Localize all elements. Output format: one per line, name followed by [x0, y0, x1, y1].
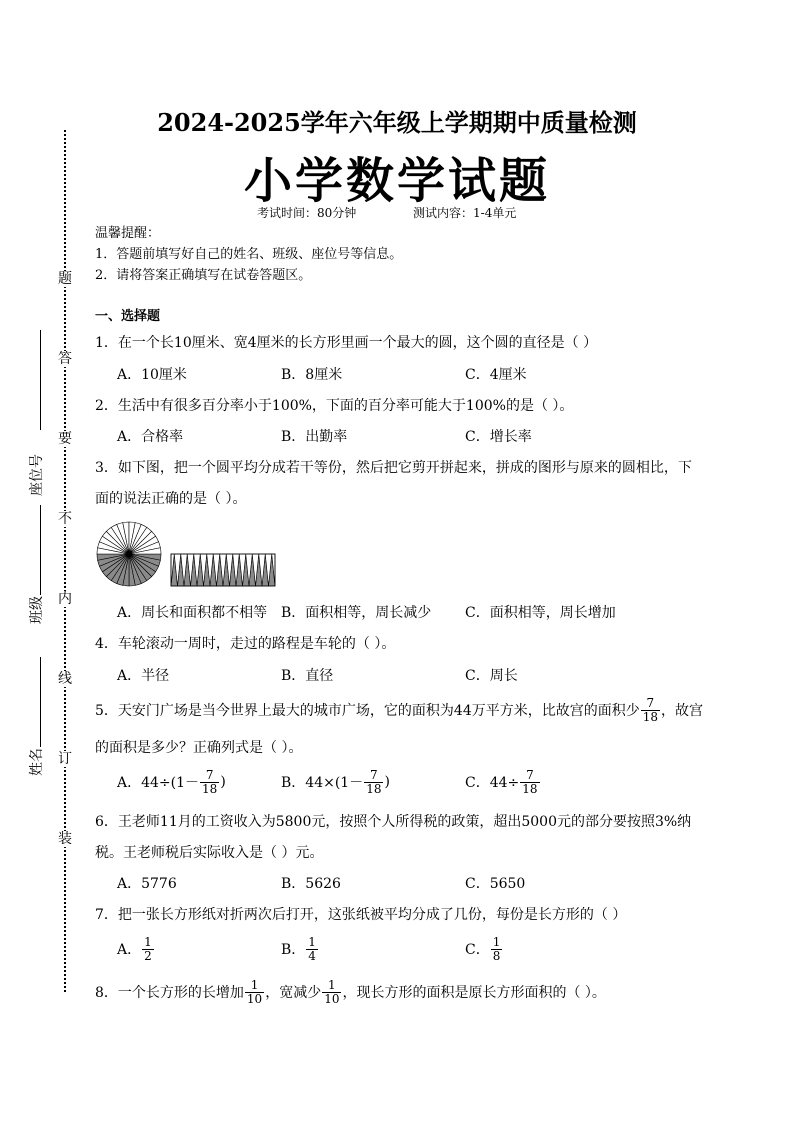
q4-option-c[interactable]: C．周长	[465, 668, 518, 684]
frac-numerator: 1	[492, 934, 501, 949]
frac-numerator: 1	[144, 934, 152, 949]
question-3-line1: 3．如下图，把一个圆平均分成若干等份，然后把它剪开拼起来，拼成的图形与原来的圆相比，下	[95, 460, 692, 476]
q5-a-pre: A．44÷(1－	[117, 775, 200, 791]
section-title: 一、选择题	[95, 309, 161, 324]
main-title: 小学数学试题	[243, 153, 550, 209]
binding-char: 题	[58, 271, 72, 287]
q4-option-a[interactable]: A．半径	[117, 668, 170, 684]
q8-text-pre: 8．一个长方形的长增加	[95, 985, 244, 1001]
q4-option-b[interactable]: B．直径	[281, 668, 334, 684]
q6-option-c[interactable]: C．5650	[465, 876, 526, 892]
question-4: 4．车轮滚动一周时，走过的路程是车轮的（ ）。	[95, 636, 396, 652]
q1-option-b[interactable]: B．8厘米	[281, 367, 343, 383]
q5-a-post: )	[220, 774, 226, 790]
rearranged-shape-figure	[170, 553, 276, 587]
q7-option-c[interactable]	[465, 932, 503, 966]
circle-sectors-figure	[95, 520, 163, 588]
frac-numerator: 7	[520, 769, 539, 783]
q7-option-a[interactable]	[117, 932, 155, 966]
frac-numerator: 7	[641, 697, 660, 711]
q7-a-fraction	[142, 936, 154, 963]
q5-option-b[interactable]	[281, 765, 390, 799]
frac-denominator: 10	[246, 991, 263, 1006]
class-fill-line[interactable]	[40, 505, 41, 595]
binding-char: 内	[58, 591, 72, 607]
name-fill-line[interactable]	[40, 657, 41, 747]
frac-numerator: 7	[200, 769, 219, 783]
q7-a-pre: A．	[117, 942, 142, 958]
q5-c-fraction	[520, 769, 539, 796]
binding-char: 不	[58, 511, 72, 527]
q5-option-a[interactable]	[117, 765, 226, 799]
q1-option-a[interactable]: A．10厘米	[117, 367, 187, 383]
q5-option-c[interactable]	[465, 765, 541, 799]
frac-denominator: 4	[308, 948, 316, 963]
frac-numerator: 7	[364, 769, 383, 783]
q7-option-b[interactable]	[281, 932, 319, 966]
q5-b-post: )	[384, 774, 390, 790]
question-2: 2．生活中有很多百分率小于100%，下面的百分率可能大于100%的是（ ）。	[95, 398, 574, 414]
q8-text-post: ，现长方形的面积是原长方形面积的（ ）。	[342, 985, 606, 1001]
frac-numerator: 1	[322, 979, 341, 993]
q5-b-pre: B．44×(1－	[281, 775, 364, 791]
q3-option-b[interactable]: B．面积相等，周长减少	[281, 605, 432, 621]
frac-denominator: 2	[144, 948, 152, 963]
binding-char: 订	[58, 751, 72, 767]
seat-fill-line[interactable]	[40, 330, 41, 430]
notice-item: 2．请将答案正确填写在试卷答题区。	[95, 268, 312, 283]
q5-text-post: ，故宫	[661, 703, 704, 719]
q8-fraction-2	[322, 979, 341, 1006]
q7-b-fraction	[306, 936, 318, 963]
q1-option-c[interactable]: C．4厘米	[465, 367, 527, 383]
q5-b-fraction	[364, 769, 383, 796]
q3-option-c[interactable]: C．面积相等，周长增加	[465, 605, 616, 621]
question-6-line2: 税。王老师税后实际收入是（ ）元。	[95, 845, 324, 861]
q2-option-b[interactable]: B．出勤率	[281, 429, 348, 445]
notice-item: 1．答题前填写好自己的姓名、班级、座位号等信息。	[95, 247, 403, 262]
exam-content: 测试内容：1-4单元	[413, 206, 517, 220]
q5-fraction	[641, 697, 660, 724]
exam-title: 2024-2025学年六年级上学期期中质量检测	[157, 108, 637, 137]
question-1: 1．在一个长10厘米、宽4厘米的长方形里画一个最大的圆，这个圆的直径是（ ）	[95, 335, 598, 351]
question-3-line2: 面的说法正确的是（ ）。	[95, 491, 247, 507]
binding-char: 线	[58, 671, 72, 687]
frac-denominator: 10	[324, 991, 340, 1006]
q3-option-a[interactable]: A．周长和面积都不相等	[117, 605, 268, 621]
frac-denominator: 8	[492, 948, 501, 963]
frac-numerator: 1	[245, 979, 264, 993]
binding-char: 答	[58, 351, 72, 367]
q2-option-a[interactable]: A．合格率	[117, 429, 184, 445]
seat-label: 座位号	[29, 454, 45, 496]
q7-c-fraction	[491, 936, 503, 963]
q6-option-a[interactable]: A．5776	[117, 876, 177, 892]
q8-text-mid: ，宽减少	[265, 985, 322, 1001]
question-8	[95, 975, 606, 1009]
frac-denominator: 18	[642, 709, 659, 724]
frac-denominator: 18	[202, 781, 218, 796]
q7-c-pre: C．	[465, 942, 490, 958]
q7-b-pre: B．	[281, 942, 306, 958]
q5-c-pre: C．44÷	[465, 775, 520, 791]
binding-char: 要	[58, 431, 72, 447]
question-5-line1	[95, 693, 703, 727]
class-label: 班级	[29, 596, 45, 624]
frac-denominator: 18	[366, 781, 382, 796]
q6-option-b[interactable]: B．5626	[281, 876, 341, 892]
binding-dotted-line	[64, 130, 66, 992]
exam-time: 考试时间：80分钟	[257, 206, 357, 220]
question-7: 7．把一张长方形纸对折两次后打开，这张纸被平均分成了几份，每份是长方形的（ ）	[95, 907, 627, 923]
question-6-line1: 6．王老师11月的工资收入为5800元，按照个人所得税的政策，超出5000元的部分要按照3%纳	[95, 814, 692, 830]
q2-option-c[interactable]: C．增长率	[465, 429, 532, 445]
q8-fraction-1	[245, 979, 264, 1006]
notice-heading: 温馨提醒：	[95, 226, 161, 241]
q5-a-fraction	[200, 769, 219, 796]
name-label: 姓名	[29, 748, 45, 776]
frac-numerator: 1	[308, 934, 316, 949]
frac-denominator: 18	[522, 781, 538, 796]
binding-char: 装	[58, 831, 72, 847]
question-5-line2: 的面积是多少？正确列式是（ ）。	[95, 740, 303, 756]
q5-text-pre: 5．天安门广场是当今世界上最大的城市广场，它的面积为44万平方米，比故宫的面积少	[95, 703, 640, 719]
